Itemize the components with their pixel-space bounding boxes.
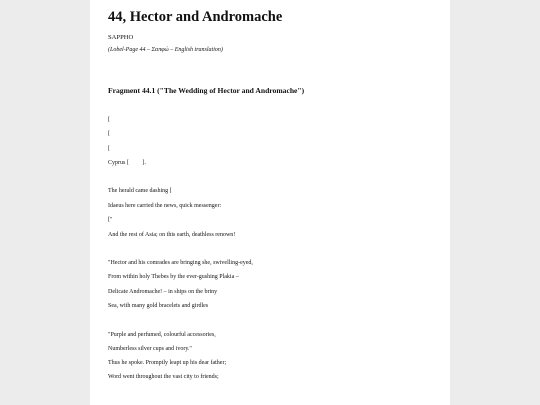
document-page: [90, 0, 450, 405]
poem-line: Cyprus [ ].: [108, 160, 146, 166]
page-title: 44, Hector and Andromache: [108, 9, 283, 25]
poem-line: Idaeus here carried the news, quick messenger:: [108, 203, 222, 209]
poem-line: "Purple and perfumed, colourful accessories,: [108, 332, 216, 338]
poem-line: Delicate Andromache! – in ships on the briny: [108, 289, 218, 295]
poem-line: And the rest of Asia; on this earth, deathless renown!: [108, 232, 236, 238]
author-name: SAPPHO: [108, 34, 134, 41]
poem-line: [: [108, 146, 110, 152]
fragment-heading: Fragment 44.1 ("The Wedding of Hector and Andromache"): [108, 86, 305, 95]
poem-line: The herald came dashing [: [108, 188, 172, 194]
poem-line: Numberless silver cups and ivory.": [108, 346, 192, 352]
poem-line: [: [108, 131, 110, 137]
poem-line: Sea, with many gold bracelets and girdles: [108, 303, 209, 309]
source-subtitle: (Lobel-Page 44 – Σαπφώ – English translation): [108, 47, 223, 53]
poem-line: [: [108, 117, 110, 123]
poem-line: "Hector and his comrades are bringing she, swivelling-eyed,: [108, 260, 253, 266]
poem-line: [": [108, 217, 113, 223]
poem-line: Word went throughout the vast city to friends;: [108, 374, 219, 380]
poem-line: From within holy Thebes by the ever-gushing Plakia –: [108, 274, 239, 280]
poem-line: Thus he spoke. Promptly leapt up his dear father;: [108, 360, 227, 366]
